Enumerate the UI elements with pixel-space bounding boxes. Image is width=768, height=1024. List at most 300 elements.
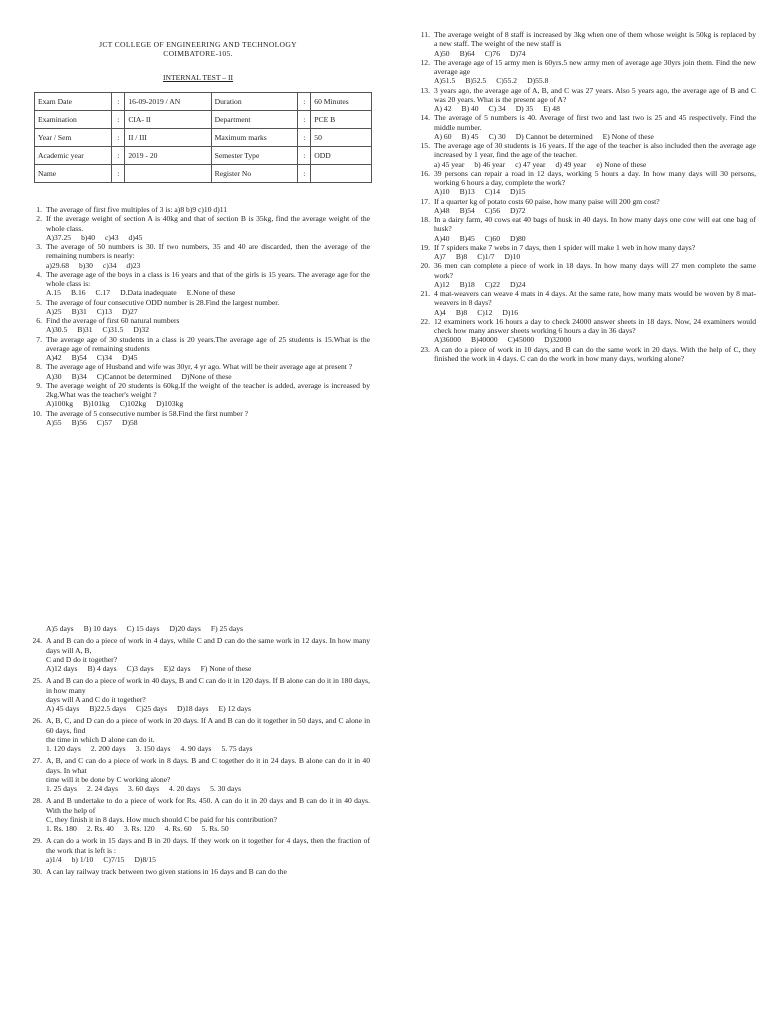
question-options (434, 206, 756, 215)
question-text-cont: days will A and C do it together? (46, 694, 146, 704)
question-text: 39 persons can repair a road in 12 days, working 5 hours a day. In how many days will 30 persons, working 6 hours a day, complete the work? (434, 168, 756, 187)
question-number: 25. (32, 676, 42, 686)
question-item (26, 381, 370, 409)
question-options (46, 353, 370, 362)
option: B)8 (455, 307, 468, 317)
option: C)57 (96, 417, 112, 427)
option: C)76 (484, 48, 500, 58)
question-options (434, 160, 756, 169)
question-text: A, B, and C can do a piece of work in 8 days. B and C together do it in 24 days. B alone can do it in 40 days. In what (46, 756, 370, 775)
option: B) 10 days (83, 624, 117, 633)
option: D)15 (509, 187, 526, 197)
question-options (46, 233, 370, 242)
option: A.15 (46, 288, 61, 298)
info-label: Semester Type (211, 147, 298, 165)
option: C)25 days (136, 704, 168, 713)
question (26, 836, 370, 855)
exam-info-table (34, 92, 372, 183)
question-text: 3 years ago, the average age of A, B, and C was 27 years. Also 5 years ago, the average age of B and C was 20 years. What is the present age of A? (434, 85, 756, 104)
test-title: INTERNAL TEST – II (162, 72, 234, 82)
question-text: The average of four consecutive ODD number is 28.Find the largest number. (46, 297, 280, 307)
option: d) 49 year (555, 159, 587, 169)
option: D)20 days (169, 624, 201, 633)
question (414, 58, 756, 77)
question-options (434, 104, 756, 113)
question (414, 345, 756, 364)
option: 4. 20 days (169, 784, 201, 793)
option: C)Cannot be determined (96, 371, 172, 381)
question-options (46, 418, 370, 427)
info-label: Name (35, 165, 112, 183)
option: F) 25 days (210, 624, 243, 633)
option: b)30 (79, 260, 93, 270)
question (414, 243, 756, 252)
option: D)32000 (544, 335, 572, 345)
college-name: JCT COLLEGE OF ENGINEERING AND TECHNOLOGY (99, 40, 297, 49)
question-text: The average of 5 consecutive number is 58.Find the first number ? (46, 408, 249, 418)
question-number: 27. (32, 756, 42, 766)
question-number: 14. (420, 113, 430, 123)
option: D)103kg (156, 399, 184, 409)
question-item (26, 756, 370, 793)
info-label: Examination (35, 111, 112, 129)
option: B)22.5 days (89, 704, 127, 713)
question-number: 29. (32, 836, 42, 846)
option: 5. Rs. 50 (201, 824, 229, 833)
question-options (46, 744, 370, 753)
question-options (434, 187, 756, 196)
option: C)1/7 (477, 252, 495, 261)
question-list-bottom (26, 633, 370, 876)
question-text: A can lay railway track between two given stations in 16 days and B can do the (46, 867, 287, 876)
question-list-right (414, 30, 756, 363)
option: D)55.8 (527, 76, 549, 86)
question-number: 6. (36, 316, 42, 326)
question-text: The average age of 30 students in a class is 20 years.The average age of 25 students is 15.What is the average age of remaining students (46, 334, 370, 353)
question-item (414, 30, 756, 58)
question-item (26, 242, 370, 270)
question-text: If 7 spiders make 7 webs in 7 days, then 1 spider will make 1 web in how many days? (434, 242, 696, 252)
question-text-cont: time will it be done by C working alone? (46, 774, 171, 784)
option: E) 48 (543, 104, 560, 113)
question (414, 261, 756, 280)
question-item (26, 362, 370, 381)
option: C)12 (477, 307, 493, 317)
option: 2. Rs. 40 (86, 824, 114, 833)
option: D)72 (509, 205, 526, 215)
info-colon: : (298, 93, 311, 111)
question-number: 17. (420, 196, 430, 206)
option: D)10 (504, 252, 521, 261)
info-colon: : (112, 111, 125, 129)
option: C)7/15 (103, 854, 125, 864)
question-text: A can do a work in 15 days and B in 20 days. If they work on it together for 4 days, then the fraction of the work that is left is : (46, 836, 370, 855)
option: C.17 (95, 288, 111, 298)
option: A)5 days (46, 624, 74, 633)
option: A)30.5 (46, 325, 68, 335)
question-number: 12. (420, 57, 430, 67)
bottom-section (26, 624, 370, 876)
option: B)56 (71, 417, 87, 427)
question (26, 205, 370, 214)
option: C)31.5 (102, 325, 124, 335)
option: C)56 (484, 205, 500, 215)
question-number: 2. (36, 214, 42, 224)
question-options (46, 399, 370, 408)
option: 4. Rs. 60 (164, 824, 192, 833)
option: B)31 (71, 306, 87, 316)
info-colon: : (298, 111, 311, 129)
option: A)48 (434, 205, 450, 215)
option: D)80 (509, 233, 526, 243)
option: B)54 (459, 205, 475, 215)
option: C) 30 (488, 131, 506, 141)
option: A)36000 (434, 335, 461, 345)
info-colon: : (298, 165, 311, 183)
option: D)None of these (181, 371, 232, 381)
option: A)10 (434, 187, 450, 197)
question-text: If the average weight of section A is 40kg and that of section B is 35kg, find the average weight of the whole class. (46, 214, 370, 233)
question-number: 15. (420, 141, 430, 150)
question-number: 3. (36, 242, 42, 252)
question-text: The average age of Husband and wife was 30yr, 4 yr ago. What will be their average age at present ? (46, 362, 353, 372)
option: D)27 (121, 306, 138, 316)
question-number: 10. (32, 408, 42, 418)
option: E) 12 days (218, 704, 251, 713)
info-value: 60 Minutes (311, 93, 372, 111)
question-item (26, 409, 370, 428)
question-text-cont: C and D do it together? (46, 654, 118, 664)
question-options (434, 49, 756, 58)
question-text: The average weight of 8 staff is increased by 3kg when one of them whose weight is 50kg is replaced by a new staff. The weight of the new staff is (434, 30, 756, 49)
info-row (35, 111, 372, 129)
question-item (26, 676, 370, 713)
question-options (46, 784, 370, 793)
question-text: A and B can do a piece of work in 40 days, B and C can do it in 120 days. If B alone can do it in 180 days, in how many (46, 676, 370, 695)
question (26, 316, 370, 325)
question-text: The average of first five multiples of 3 is: a)8 b)9 c)10 d)11 (46, 205, 228, 215)
option: C)22 (484, 279, 500, 289)
info-colon: : (298, 129, 311, 147)
question-options (434, 234, 756, 243)
question-item (26, 636, 370, 673)
question-item (414, 289, 756, 317)
option: d)23 (126, 260, 141, 270)
question-number: 5. (36, 297, 42, 307)
option: 3. 150 days (135, 744, 171, 753)
option: b) 1/10 (71, 854, 94, 864)
question (26, 381, 370, 400)
question-item (26, 867, 370, 876)
option: B)34 (71, 371, 87, 381)
question-text: Find the average of first 60 natural numbers (46, 316, 180, 326)
info-value (125, 165, 211, 183)
info-row (35, 165, 372, 183)
question-item (26, 298, 370, 317)
college-city: COIMBATORE-105. (163, 49, 233, 59)
info-row (35, 147, 372, 165)
question-item (26, 335, 370, 363)
question (26, 716, 370, 735)
question-item (414, 113, 756, 141)
option: B)45 (459, 233, 475, 243)
question-text: A, B, C, and D can do a piece of work in 20 days. If A and B can do it together in 50 days, and C alone in 60 days, find (46, 716, 370, 735)
info-value: ODD (311, 147, 372, 165)
question-number: 11. (420, 30, 430, 39)
option: A)51.5 (434, 76, 456, 86)
question-item (414, 169, 756, 197)
option: B)52.5 (465, 76, 487, 86)
option: E)2 days (163, 664, 191, 673)
question-number: 7. (36, 334, 42, 344)
info-label: Year / Sem (35, 129, 112, 147)
option: D) Cannot be determined (515, 131, 593, 141)
question-number: 8. (36, 362, 42, 372)
question-options (434, 252, 756, 261)
option: c)43 (105, 232, 119, 242)
option: A)4 (434, 307, 446, 317)
info-label: Register No (211, 165, 298, 183)
question-item (414, 317, 756, 345)
option: D)45 (121, 353, 138, 363)
question (26, 756, 370, 775)
question (414, 113, 756, 132)
option: C)60 (484, 233, 500, 243)
option: b) 46 year (474, 159, 506, 169)
info-value: PCE B (311, 111, 372, 129)
option: A)40 (434, 233, 450, 243)
option: C)55.2 (496, 76, 518, 86)
question (26, 867, 370, 876)
info-colon: : (112, 147, 125, 165)
question (26, 270, 370, 289)
option: A)37.25 (46, 232, 72, 242)
option: B)13 (459, 187, 475, 197)
option: B)18 (459, 279, 475, 289)
info-colon: : (112, 129, 125, 147)
option: D) 35 (515, 104, 534, 113)
option: 4. 90 days (180, 744, 212, 753)
question-number: 26. (32, 716, 42, 726)
option: A) 45 days (46, 704, 80, 713)
option: D)58 (121, 417, 138, 427)
question (414, 30, 756, 49)
option: C)45000 (507, 335, 535, 345)
question-text: The average of 50 numbers is 30. If two numbers, 35 and 40 are discarded, then the average of the remaining numbers is nearly: (46, 242, 370, 261)
question-item (26, 205, 370, 214)
question-item (414, 243, 756, 262)
question-item (414, 261, 756, 289)
question-text: The average weight of 20 students is 60kg.If the weight of the teacher is added, average is increased by 2kg.What was the teacher's weight ? (46, 380, 370, 400)
question-options (46, 664, 370, 673)
option: 1. 120 days (46, 744, 81, 753)
question (26, 242, 370, 261)
option: 3. 60 days (128, 784, 160, 793)
question-item (414, 141, 756, 169)
option: C)14 (484, 187, 500, 197)
left-column (26, 40, 370, 427)
option: A)30 (46, 371, 62, 381)
question-text: The average of 5 numbers is 40. Average of first two and last two is 25 and 45 respectively. Find the middle number. (434, 113, 756, 132)
question (414, 317, 756, 336)
question-number: 4. (36, 269, 42, 279)
question-text: In a dairy farm, 40 cows eat 40 bags of husk in 40 days. In how many days one cow will eat one bag of husk? (434, 215, 756, 234)
question-item (26, 716, 370, 753)
question-number: 30. (32, 867, 42, 876)
option: B)64 (459, 48, 475, 58)
question-text: A and B undertake to do a piece of work for Rs. 450. A can do it in 20 days and B can do it in 40 days. With the help of (46, 796, 370, 815)
option: 3. Rs. 120 (123, 824, 155, 833)
info-value: II / III (125, 129, 211, 147)
question-text: The average age of 15 army men is 60yrs.5 new army men of average age 30yrs join them. Find the new average age (434, 57, 756, 76)
question (414, 197, 756, 206)
question-item (26, 796, 370, 833)
info-row (35, 93, 372, 111)
option: D)24 (509, 279, 526, 289)
option: c)34 (102, 260, 117, 270)
info-value (311, 165, 372, 183)
question-text: If a quarter kg of potato costs 60 paise, how many paise will 200 gm cost? (434, 196, 660, 206)
question-item (26, 836, 370, 864)
option: 5. 75 days (221, 744, 253, 753)
question (26, 409, 370, 418)
option: B)54 (71, 353, 87, 363)
question-text: A can do a piece of work in 10 days, and B can do the same work in 20 days. With the help of C, they finished the work in 4 days. C can do the work in how many days, working alone? (434, 344, 756, 363)
question-text: The average age of 30 students is 16 years. If the age of the teacher is also included then the average age increased by 1 year, find the age of the teacher. (434, 141, 756, 160)
option: A)42 (46, 353, 62, 363)
question-item (26, 270, 370, 298)
question-text: 12 examiners work 16 hours a day to check 24000 answer sheets in 18 days. Now, 24 examiners would check how many answer sheets working 6 hours a day in 36 days? (434, 316, 756, 335)
question-item (414, 86, 756, 114)
option: B)101kg (83, 399, 110, 409)
header (26, 40, 370, 59)
question-options (46, 307, 370, 316)
option: C) 15 days (126, 624, 160, 633)
option: a) 45 year (434, 159, 465, 169)
question-number: 23. (420, 344, 430, 354)
option: A)55 (46, 417, 62, 427)
question (414, 169, 756, 188)
question-list-left (26, 205, 370, 427)
question-options (46, 704, 370, 713)
q23-options (46, 624, 370, 633)
question-options (46, 855, 370, 864)
question-number: 13. (420, 85, 430, 95)
question (414, 289, 756, 308)
option: 1. Rs. 180 (46, 824, 77, 833)
option: E) None of these (602, 131, 654, 141)
question-options (46, 288, 370, 297)
question-item (26, 316, 370, 335)
option: d)45 (128, 232, 143, 242)
question (414, 86, 756, 105)
question-text: A and B can do a piece of work in 4 days, while C and D can do the same work in 12 days. In how many days will A, B, (46, 636, 370, 655)
question (26, 796, 370, 815)
option: B)40000 (471, 335, 498, 345)
option: 5. 30 days (210, 784, 242, 793)
question-number: 1. (36, 205, 42, 215)
question-options (46, 372, 370, 381)
option: D)8/15 (134, 854, 156, 864)
option: B.16 (70, 288, 86, 298)
option: B) 40 (461, 104, 479, 113)
option: C)34 (96, 353, 112, 363)
question-number: 20. (420, 261, 430, 271)
option: A) 60 (434, 131, 452, 141)
question-options (434, 335, 756, 344)
option: a)29.68 (46, 260, 69, 270)
question (26, 636, 370, 655)
option: D)74 (509, 48, 526, 58)
info-colon: : (112, 165, 125, 183)
option: A)7 (434, 252, 446, 261)
question-number: 18. (420, 215, 430, 224)
question-options (434, 308, 756, 317)
option: A)12 days (46, 664, 78, 673)
question-number: 16. (420, 168, 430, 178)
question (26, 335, 370, 354)
question-item (414, 215, 756, 243)
option: B) 45 (461, 131, 479, 141)
question-options (46, 261, 370, 270)
option: D.Data inadequate (120, 288, 177, 298)
option: D)18 days (177, 704, 209, 713)
option: c) 47 year (515, 159, 546, 169)
question-number: 24. (32, 636, 42, 646)
option: D)32 (133, 325, 149, 335)
question-text-cont: C, they finish it in 8 days. How much should C be paid for his contribution? (46, 814, 277, 824)
right-column (414, 30, 756, 363)
info-colon: : (298, 147, 311, 165)
question-options (434, 280, 756, 289)
question (414, 141, 756, 160)
info-label: Maximum marks (211, 129, 298, 147)
info-row (35, 129, 372, 147)
option: A)12 (434, 279, 450, 289)
option: B) 4 days (87, 664, 117, 673)
question (26, 298, 370, 307)
option: B)31 (77, 325, 93, 335)
option: e) None of these (596, 159, 647, 169)
option: E.None of these (186, 288, 236, 298)
option: C)13 (96, 306, 112, 316)
option: C)3 days (126, 664, 154, 673)
option: a)1/4 (46, 854, 62, 864)
info-value: 16-09-2019 / AN (125, 93, 211, 111)
question-item (414, 197, 756, 216)
option: b)40 (81, 232, 96, 242)
option: B)8 (455, 252, 468, 261)
info-label: Exam Date (35, 93, 112, 111)
question-text-cont: the time in which D alone can do it. (46, 734, 155, 744)
option: 1. 25 days (46, 784, 78, 793)
question-options (46, 325, 370, 334)
option: C)102kg (119, 399, 147, 409)
question-options (434, 132, 756, 141)
question-item (414, 58, 756, 86)
info-label: Academic year (35, 147, 112, 165)
info-value: 50 (311, 129, 372, 147)
question-item (414, 345, 756, 364)
option: F) None of these (200, 664, 252, 673)
question (26, 676, 370, 695)
option: A)25 (46, 306, 62, 316)
option: D)16 (502, 307, 518, 317)
question (26, 362, 370, 371)
option: C) 34 (488, 104, 506, 113)
question-number: 28. (32, 796, 42, 806)
info-value: CIA- II (125, 111, 211, 129)
